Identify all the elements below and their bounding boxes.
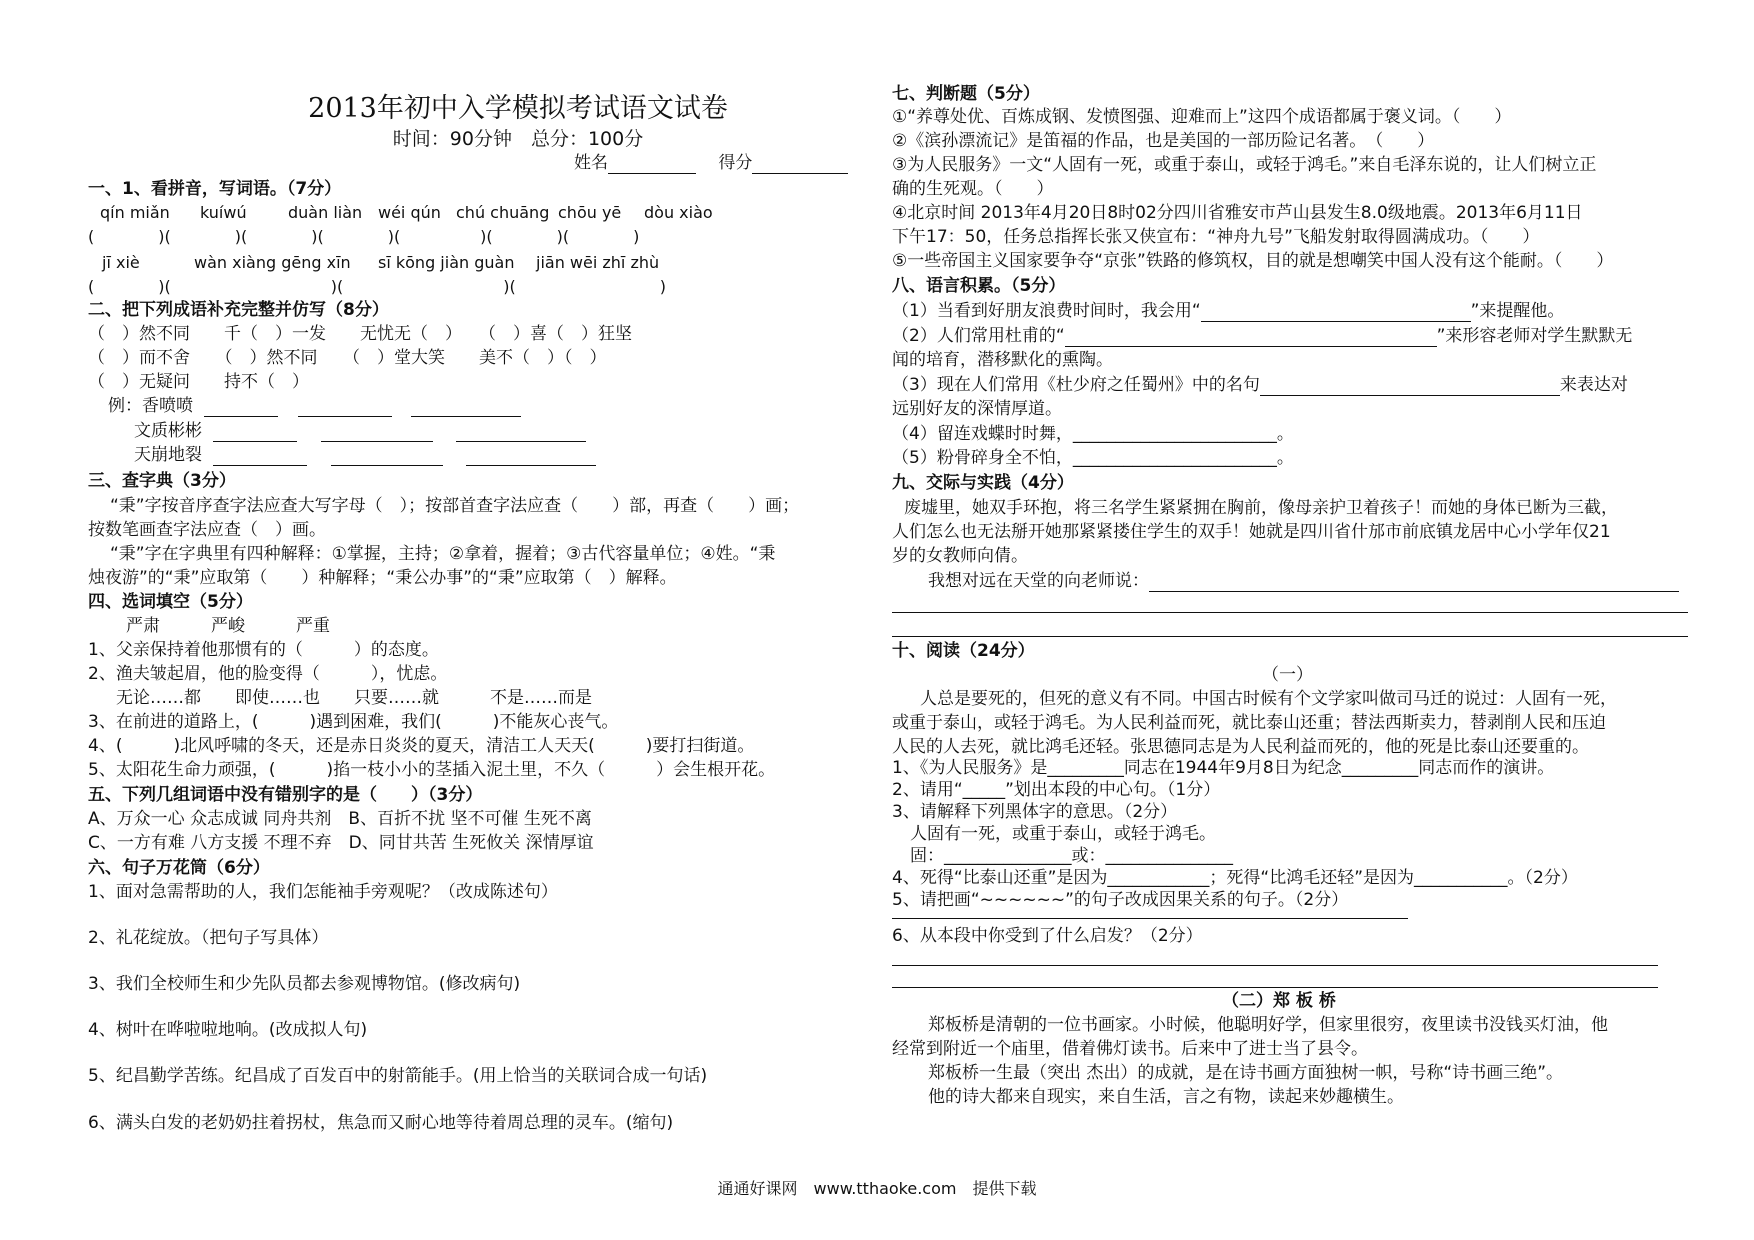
s6-q3: 3、我们全校师生和少先队员都去参观博物馆。(修改病句) — [88, 974, 521, 994]
s8-q3-b: 来表达对 — [1559, 375, 1628, 395]
pinyin-7: dòu xiào — [644, 203, 713, 222]
s2-item-1-label: 文质彬彬 — [134, 421, 202, 441]
blank[interactable] — [466, 447, 596, 466]
s8-q4: （4）留连戏蝶时时舞，________________________。 — [892, 424, 1294, 444]
s8-heading: 八、语言积累。（5分） — [892, 276, 1066, 296]
s2-item-2 — [134, 444, 596, 466]
s4-words-2: 无论……都 即使……也 只要……就 不是……而是 — [116, 688, 592, 708]
blank[interactable] — [1260, 377, 1560, 396]
s8-q1 — [892, 300, 1564, 322]
s8-q2 — [892, 325, 1632, 347]
s10-heading: 十、阅读（24分） — [892, 641, 1035, 661]
s3-heading: 三、查字典（3分） — [88, 471, 236, 491]
s8-q2-c: 闻的培育，潜移默化的熏陶。 — [892, 350, 1113, 370]
blank[interactable] — [456, 423, 586, 442]
s4-line-5: 5、太阳花生命力顽强，( )掐一枝小小的茎插入泥土里，不久（ ）会生根开花。 — [88, 760, 776, 780]
s2-line-2: （ ）而不舍 （ ）然不同 （ ）堂大笑 美不（ ）（ ） — [88, 348, 607, 368]
answer-parens-1[interactable]: ( )( )( )( )( )( )( ) — [88, 227, 640, 246]
s8-q3 — [892, 374, 1628, 396]
pinyin-5: chú chuāng — [456, 203, 550, 222]
s10-q3b: 固：_______________或：_______________ — [910, 846, 1233, 866]
s7-line-1: ①“养尊处优、百炼成钢、发愤图强、迎难而上”这四个成语都属于褒义词。（ ） — [892, 107, 1512, 127]
answer-line[interactable] — [892, 636, 1688, 637]
s10-q3a: 人固有一死，或重于泰山，或轻于鸿毛。 — [910, 824, 1216, 844]
blank[interactable] — [1149, 573, 1679, 592]
s9-line-1: 废墟里，她双手环抱，将三名学生紧紧拥在胸前，像母亲护卫着孩子！而她的身体已断为三截， — [904, 498, 1618, 518]
s8-q3-c: 远别好友的深情厚道。 — [892, 399, 1062, 419]
s2-heading: 二、把下列成语补充完整并仿写（8分） — [88, 300, 389, 320]
s7-line-3: ③为人民服务》一文“人固有一死，或重于泰山，或轻于鸿毛。”来自毛泽东说的，让人们树立正 — [892, 155, 1597, 175]
blank[interactable] — [213, 447, 307, 466]
s3-line-1: “秉”字按音序查字法应查大写字母（ ）；按部首查字法应查（ ）部，再查（ ）画； — [110, 496, 800, 516]
s8-q2-a: （2）人们常用杜甫的“ — [892, 326, 1065, 346]
s10-q4: 4、死得“比泰山还重”是因为____________；死得“比鸿毛还轻”是因为___________。（2分） — [892, 868, 1578, 888]
s3-line-2: 按数笔画查字法应查（ ）画。 — [88, 520, 326, 540]
pinyin-11: jiān wēi zhī zhù — [536, 253, 660, 272]
answer-line[interactable] — [892, 965, 1658, 966]
pinyin-9: wàn xiàng gēng xīn — [194, 253, 351, 272]
s7-line-4: 确的生死观。（ ） — [892, 179, 1054, 199]
s3-line-4: 烛夜游”的“秉”应取第（ ）种解释；“秉公办事”的“秉”应取第（ ）解释。 — [88, 568, 677, 588]
pinyin-6: chōu yē — [558, 203, 622, 222]
s6-q1: 1、面对急需帮助的人，我们怎能袖手旁观呢？（改成陈述句） — [88, 882, 558, 902]
s4-words-1: 严肃 严峻 严重 — [126, 616, 330, 636]
s8-q1-a: （1）当看到好朋友浪费时间时，我会用“ — [892, 301, 1201, 321]
s9-line-3: 岁的女教师向倩。 — [892, 546, 1028, 566]
answer-parens-2[interactable]: ( )( )( )( ) — [88, 277, 666, 296]
s6-q4: 4、树叶在哗啦啦地响。(改成拟人句) — [88, 1020, 368, 1040]
passage2-line-3: 郑板桥一生最（突出 杰出）的成就，是在诗书画方面独树一帜，号称“诗书画三绝”。 — [928, 1063, 1564, 1083]
pinyin-2: kuíwú — [200, 203, 247, 222]
blank[interactable] — [213, 423, 297, 442]
s4-line-4: 4、( )北风呼啸的冬天，还是赤日炎炎的夏天，清洁工人天天( )要打扫街道。 — [88, 736, 755, 756]
name-label: 姓名 — [574, 153, 608, 173]
footer: 通通好课网 www.tthaoke.com 提供下载 — [717, 1179, 1037, 1198]
blank[interactable] — [298, 398, 392, 417]
s4-line-3: 3、在前进的道路上，( )遇到困难，我们( )不能灰心丧气。 — [88, 712, 619, 732]
s2-item-1 — [134, 420, 586, 442]
pinyin-3: duàn liàn — [288, 203, 363, 222]
name-blank[interactable] — [608, 155, 696, 174]
pinyin-8: jī xiè — [102, 253, 140, 272]
pinyin-10: sī kōng jiàn guàn — [378, 253, 515, 272]
s2-line-1: （ ）然不同 千（ ）一发 无忧无（ ） （ ）喜（ ）狂坚 — [88, 324, 632, 344]
s10-q6: 6、从本段中你受到了什么启发？（2分） — [892, 926, 1203, 946]
s4-line-1: 1、父亲保持着他那惯有的（ ）的态度。 — [88, 640, 439, 660]
s7-heading: 七、判断题（5分） — [892, 84, 1040, 104]
s9-line-2: 人们怎么也无法掰开她那紧紧搂住学生的双手！她就是四川省什邡市前底镇龙居中心小学年仅21 — [892, 522, 1611, 542]
s4-heading: 四、选词填空（5分） — [88, 592, 253, 612]
s9-line-4 — [928, 570, 1679, 592]
answer-line[interactable] — [892, 918, 1408, 919]
s9-heading: 九、交际与实践（4分） — [892, 473, 1074, 493]
s10-q5: 5、请把画“~~~~~~”的句子改成因果关系的句子。（2分） — [892, 890, 1349, 910]
s6-q2: 2、礼花绽放。（把句子写具体） — [88, 928, 329, 948]
s4-line-2: 2、渔夫皱起眉，他的脸变得（ ），忧虑。 — [88, 664, 448, 684]
blank[interactable] — [411, 398, 521, 417]
s8-q1-b: ”来提醒他。 — [1470, 301, 1565, 321]
s6-q6: 6、满头白发的老奶奶拄着拐杖，焦急而又耐心地等待着周总理的灵车。(缩句) — [88, 1113, 674, 1133]
blank[interactable] — [321, 423, 433, 442]
s5-line-2: C、一方有难 八方支援 不理不弃 D、同甘共苦 生死攸关 深情厚谊 — [88, 833, 594, 853]
blank[interactable] — [1065, 328, 1437, 347]
passage1-title: （一） — [1262, 665, 1313, 685]
s6-heading: 六、句子万花筒（6分） — [88, 858, 270, 878]
passage1-line-1: 人总是要死的，但死的意义有不同。中国古时候有个文学家叫做司马迁的说过：人固有一死， — [920, 689, 1617, 709]
s5-line-1: A、万众一心 众志成诚 同舟共剂 B、百折不扰 坚不可催 生死不离 — [88, 809, 592, 829]
s7-line-2: ②《滨孙漂流记》是笛福的作品，也是美国的一部历险记名著。 （ ） — [892, 131, 1435, 151]
s6-q5: 5、纪昌勤学苦练。纪昌成了百发百中的射箭能手。(用上恰当的关联词合成一句话) — [88, 1066, 708, 1086]
s2-item-2-label: 天崩地裂 — [134, 445, 202, 465]
s9-line-4-text: 我想对远在天堂的向老师说： — [928, 571, 1149, 591]
pinyin-4: wéi qún — [378, 203, 441, 222]
s8-q5: （5）粉骨碎身全不怕，________________________。 — [892, 448, 1294, 468]
page-title: 2013年初中入学模拟考试语文试卷 — [308, 93, 728, 124]
s2-line-3: （ ）无疑问 持不（ ） — [88, 372, 309, 392]
passage1-line-2: 或重于泰山，或轻于鸿毛。为人民利益而死，就比泰山还重；替法西斯卖力，替剥削人民和压迫 — [892, 713, 1606, 733]
s8-q3-a: （3）现在人们常用《杜少府之任蜀州》中的名句 — [892, 375, 1260, 395]
s3-line-3: “秉”字在字典里有四种解释：①掌握，主持；②拿着，握着；③古代容量单位；④姓。“秉 — [110, 544, 776, 564]
name-score-line — [574, 152, 848, 174]
time-score: 时间：90分钟 总分：100分 — [392, 128, 644, 150]
passage2-line-1: 郑板桥是清朝的一位书画家。小时候，他聪明好学，但家里很穷，夜里读书没钱买灯油，他 — [928, 1015, 1608, 1035]
blank[interactable] — [204, 398, 278, 417]
s10-q2: 2、请用“_____”划出本段的中心句。（1分） — [892, 780, 1221, 800]
s7-line-5: ④北京时间 2013年4月20日8时02分四川省雅安市芦山县发生8.0级地震。2013年6月11日 — [892, 203, 1583, 223]
s7-line-6: 下午17：50，任务总指挥长张又侠宣布：“神舟九号”飞船发射取得圆满成功。（ ） — [892, 227, 1540, 247]
answer-line[interactable] — [892, 987, 1658, 988]
passage1-line-3: 人民的人去死，就比鸿毛还轻。张思德同志是为人民利益而死的，他的死是比泰山还要重的。 — [892, 737, 1589, 757]
score-blank[interactable] — [752, 155, 848, 174]
s2-example-label: 例：香喷喷 — [108, 396, 193, 416]
s8-q2-b: ”来形容老师对学生默默无 — [1436, 326, 1633, 346]
pinyin-1: qín miǎn — [100, 203, 170, 222]
passage2-line-4: 他的诗大都来自现实，来自生活，言之有物，读起来妙趣横生。 — [928, 1087, 1404, 1107]
s2-example — [108, 395, 521, 417]
s1-heading: 一、1、看拼音，写词语。（7分） — [88, 179, 342, 199]
s7-line-7: ⑤一些帝国主义国家要争夺“京张”铁路的修筑权，目的就是想嘲笑中国人没有这个能耐。（ ） — [892, 251, 1614, 271]
answer-line[interactable] — [892, 612, 1688, 613]
s10-q3: 3、请解释下列黑体字的意思。（2分） — [892, 802, 1178, 822]
score-label: 得分 — [718, 153, 753, 173]
s5-heading: 五、下列几组词语中没有错别字的是（ ）（3分） — [88, 785, 483, 805]
passage2-line-2: 经常到附近一个庙里，借着佛灯读书。后来中了进士当了县令。 — [892, 1039, 1368, 1059]
s10-q1: 1、《为人民服务》是_________同志在1944年9月8日为纪念_________同志而作的演讲。 — [892, 758, 1555, 778]
passage2-title: （二）郑 板 桥 — [1222, 991, 1336, 1011]
blank[interactable] — [331, 447, 443, 466]
blank[interactable] — [1201, 303, 1471, 322]
